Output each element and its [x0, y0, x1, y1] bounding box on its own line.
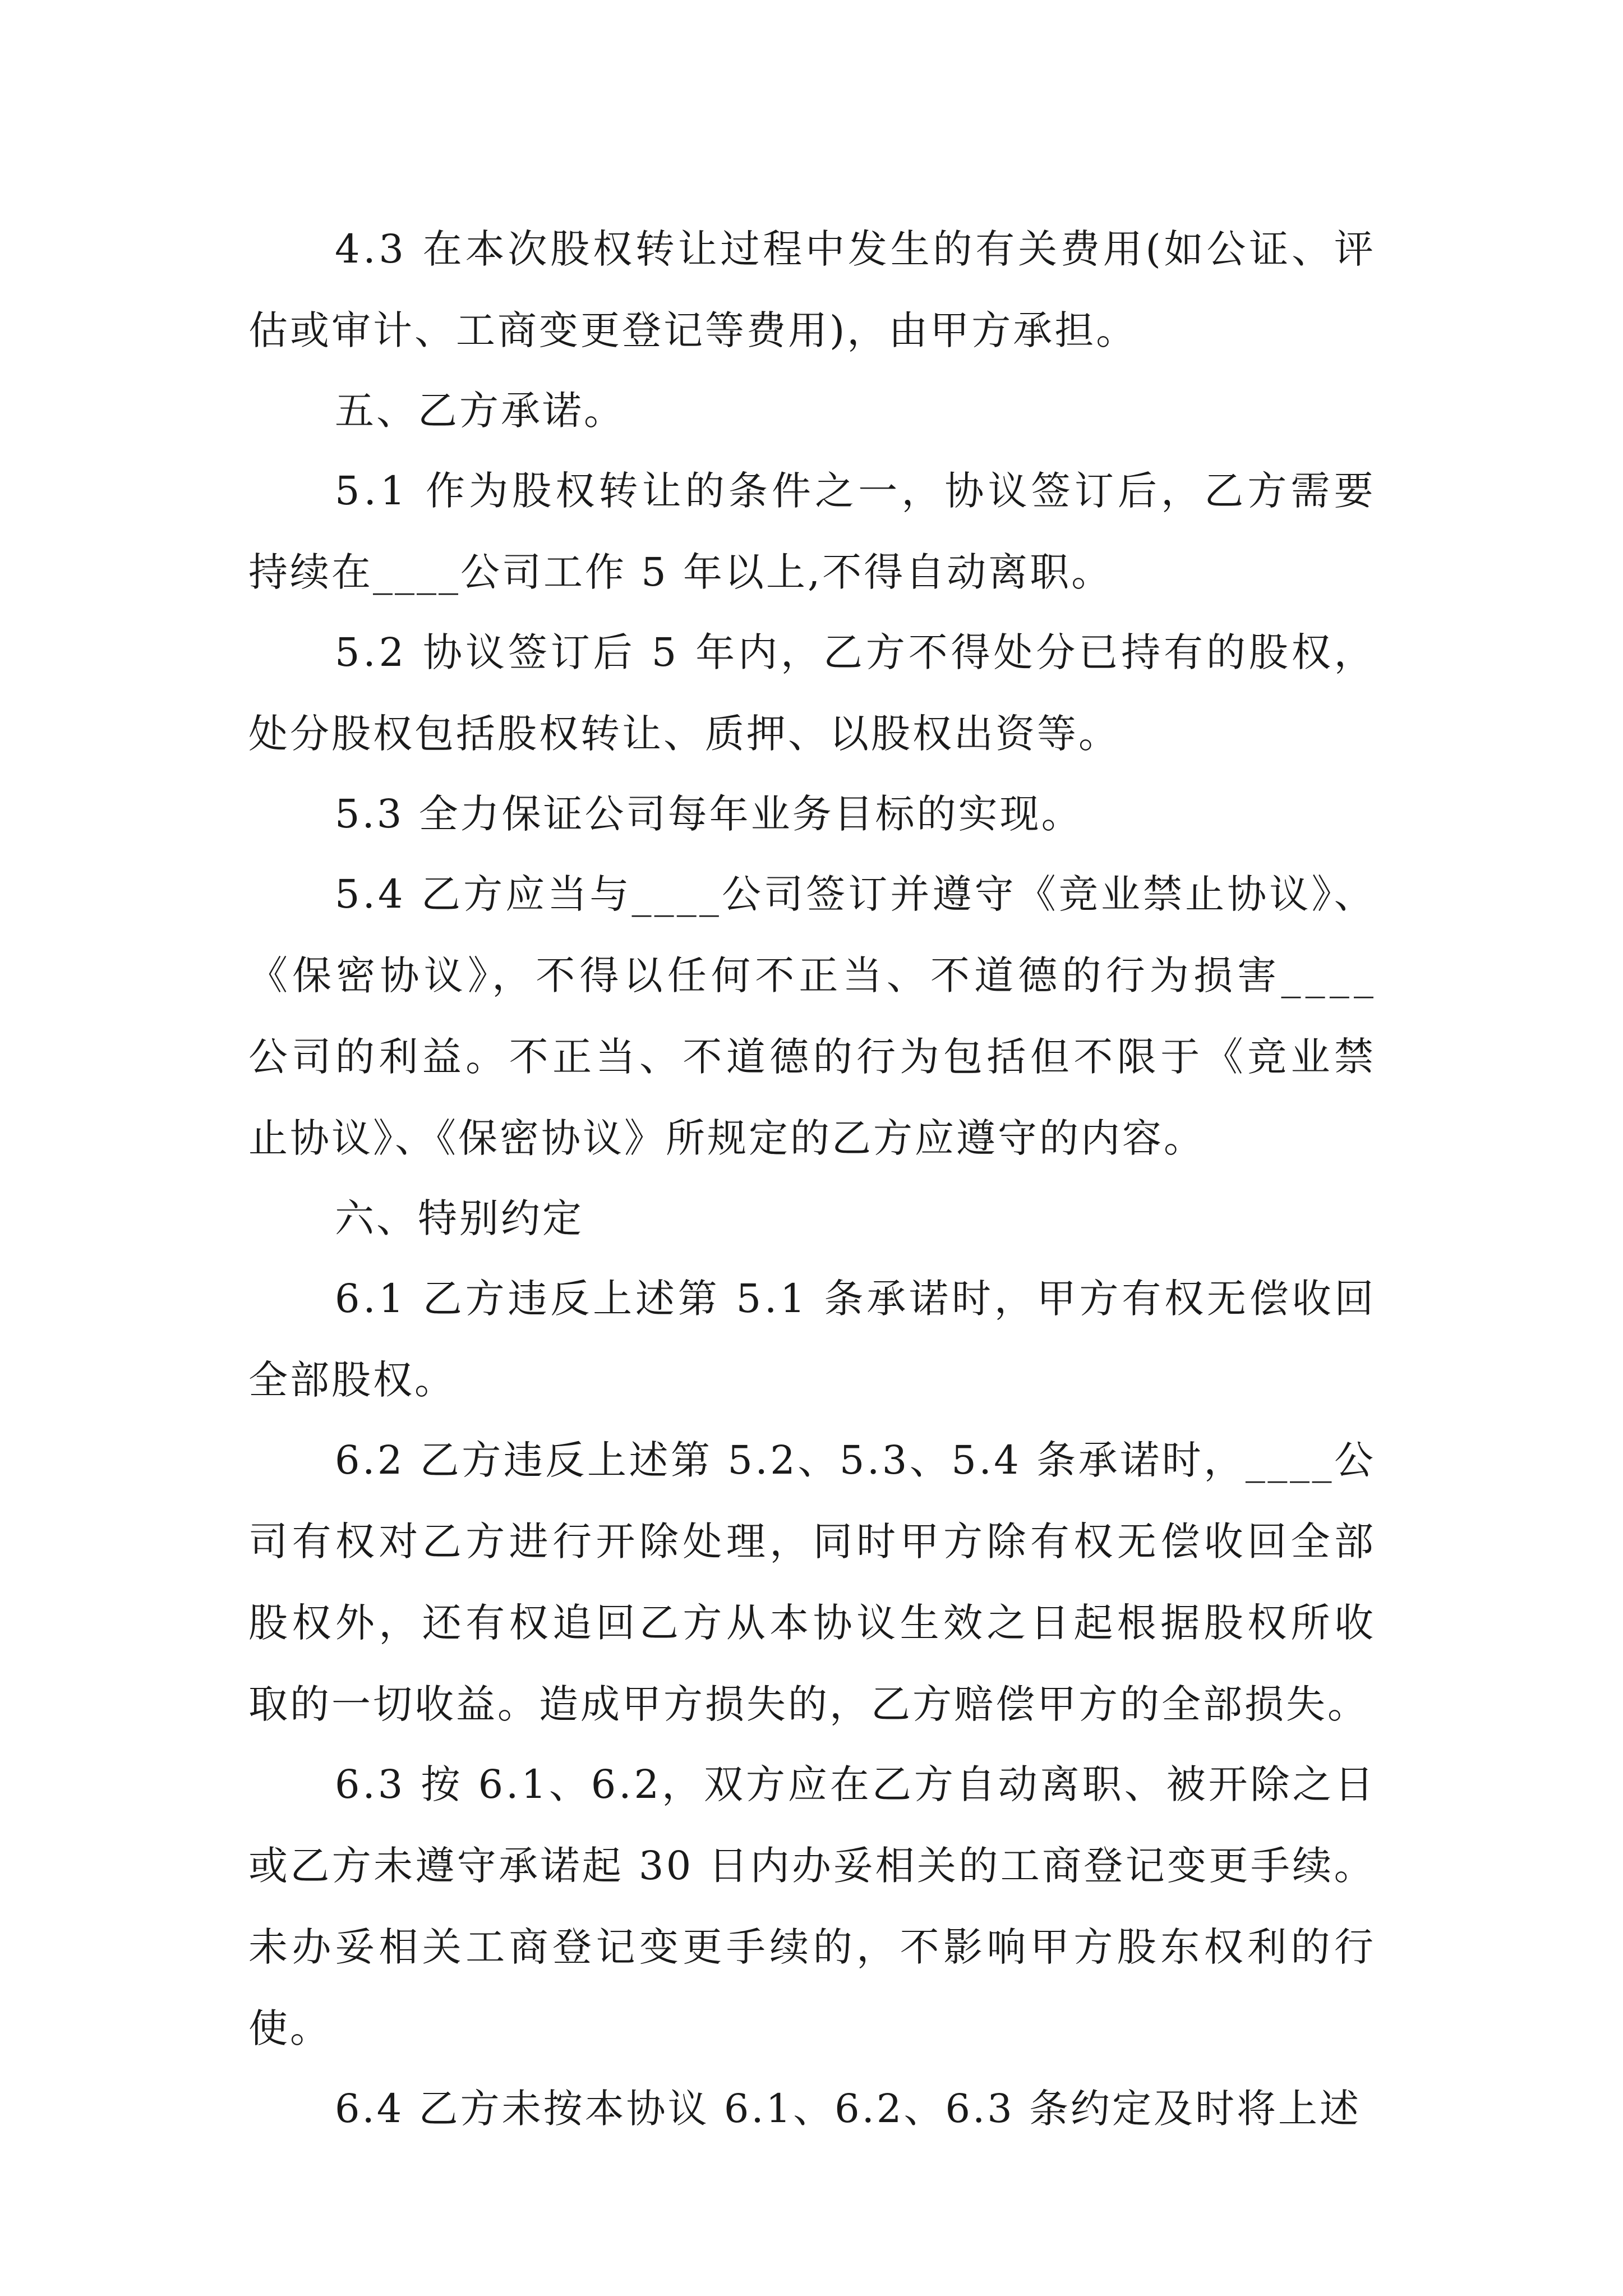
text-line: 使。 [248, 2005, 331, 2051]
text-line: 公司的利益。不正当、不道德的行为包括但不限于《竞业禁 [248, 1034, 1378, 1080]
paragraph-p-6-3 [248, 1744, 1376, 2069]
text-line: 5.2 协议签订后 5 年内，乙方不得处分已持有的股权， [335, 629, 1377, 675]
paragraph-p-6-4 [248, 2068, 1376, 2150]
text-line: 或乙方未遵守承诺起 30 日内办妥相关的工商登记变更手续。 [248, 1843, 1376, 1889]
text-line: 5.4 乙方应当与____公司签订并遵守《竞业禁止协议》、 [335, 871, 1376, 917]
text-line: 6.4 乙方未按本协议 6.1、6.2、6.3 条约定及时将上述 [335, 2086, 1362, 2132]
text-line: 未办妥相关工商登记变更手续的，不影响甲方股东权利的行 [248, 1924, 1378, 1970]
paragraph-p-5-2 [248, 612, 1376, 775]
text-line: 止协议》、《保密协议》所规定的乙方应遵守的内容。 [248, 1115, 1205, 1161]
text-line: 股权外，还有权追回乙方从本协议生效之日起根据股权所收 [248, 1600, 1378, 1646]
text-line: 取的一切收益。造成甲方损失的，乙方赔偿甲方的全部损失。 [248, 1681, 1369, 1727]
paragraph-section-5-heading [248, 370, 1376, 452]
text-line: 估或审计、工商变更登记等费用)，由甲方承担。 [248, 307, 1138, 353]
paragraph-p-5-4 [248, 854, 1376, 1179]
paragraph-p-5-3 [248, 774, 1376, 855]
text-line: 5.1 作为股权转让的条件之一，协议签订后，乙方需要 [335, 468, 1377, 514]
text-line: 5.3 全力保证公司每年业务目标的实现。 [335, 791, 1083, 837]
text-line: 6.2 乙方违反上述第 5.2、5.3、5.4 条承诺时，____公 [335, 1437, 1376, 1483]
document-body [248, 209, 1376, 2148]
paragraph-p-5-1 [248, 450, 1376, 613]
text-line: 司有权对乙方进行开除处理，同时甲方除有权无偿收回全部 [248, 1519, 1378, 1565]
text-line: 持续在____公司工作 5 年以上,不得自动离职。 [248, 549, 1113, 595]
text-line: 五、乙方承诺。 [335, 388, 625, 434]
paragraph-section-6-heading [248, 1178, 1376, 1259]
text-line: 《保密协议》，不得以任何不正当、不道德的行为损害____ [248, 953, 1378, 999]
text-line: 六、特别约定 [335, 1195, 584, 1241]
text-line: 4.3 在本次股权转让过程中发生的有关费用(如公证、评 [335, 226, 1377, 272]
text-line: 处分股权包括股权转让、质押、以股权出资等。 [248, 711, 1120, 757]
text-line: 全部股权。 [248, 1357, 456, 1403]
paragraph-p-4-3 [248, 209, 1376, 371]
paragraph-p-6-1 [248, 1258, 1376, 1421]
text-line: 6.1 乙方违反上述第 5.1 条承诺时，甲方有权无偿收回 [335, 1276, 1377, 1322]
text-line: 6.3 按 6.1、6.2，双方应在乙方自动离职、被开除之日 [335, 1761, 1377, 1807]
paragraph-p-6-2 [248, 1420, 1376, 1745]
